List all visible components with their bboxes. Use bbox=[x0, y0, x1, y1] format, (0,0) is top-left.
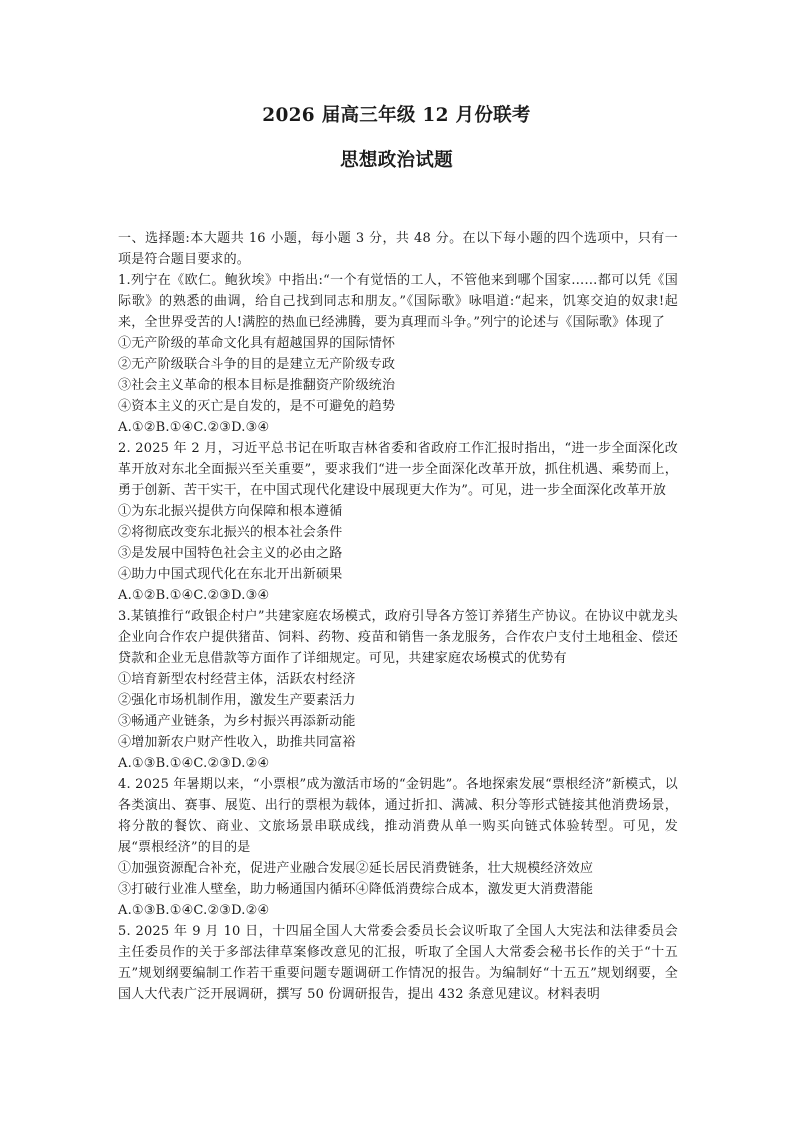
question-5-stem: 5. 2025 年 9 月 10 日，十四届全国人大常委会委员长会议听取了全国人大宪法和法律委员会主任委员作的关于多部法律草案修改意见的汇报，听取了全国人大常委会秘书长作的关于“十五五”规划纲要编制工作若干重要问题专题调研工作情况的报告。为编制好“十五五”规划纲要，全国人大代表广泛开展调研，撰写 50 份调研报告，提出 432 条意见建议。材料表明 bbox=[118, 924, 678, 1002]
question-4-stem: 4. 2025 年暑期以来，“小票根”成为激活市场的“金钥匙”。各地探索发展“票根经济”新模式，以各类演出、赛事、展览、出行的票根为载体，通过折扣、满减、积分等形式链接其他消费场景，将分散的餐饮、商业、文旅场景串联成线，推动消费从单一购买向链式体验转型。可见，发展“票根经济”的目的是 bbox=[118, 777, 678, 855]
question-1-option-3: ③社会主义革命的根本目标是推翻资产阶级统治 bbox=[118, 378, 396, 393]
question-2-option-1: ①为东北振兴提供方向保障和根本遵循 bbox=[118, 504, 343, 519]
question-4-answers: A.①③B.①④C.②③D.②④ bbox=[118, 903, 270, 918]
question-1-option-1: ①无产阶级的革命文化具有超越国界的国际情怀 bbox=[118, 336, 396, 351]
question-3-option-1: ①培育新型农村经营主体，活跃农村经济 bbox=[118, 672, 356, 687]
question-1-stem: 1.列宁在《欧仁。鲍狄埃》中指出:“一个有觉悟的工人，不管他来到哪个国家……都可以凭《国际歌》的熟悉的曲调，给自己找到同志和朋友。”《国际歌》咏唱道:“起来，饥寒交迫的奴隶!起来，全世界受苦的人!满腔的热血已经沸腾，要为真理而斗争。”列宁的论述与《国际歌》体现了 bbox=[118, 273, 678, 330]
question-3-option-3: ③畅通产业链条，为乡村振兴再添新动能 bbox=[118, 714, 356, 729]
question-4-options-line-2: ③打破行业准人壁垒，助力畅通国内循环④降低消费综合成本，激发更大消费潜能 bbox=[118, 882, 594, 897]
question-2-option-4: ④助力中国式现代化在东北开出新硕果 bbox=[118, 567, 343, 582]
question-2-option-3: ③是发展中国特色社会主义的必由之路 bbox=[118, 546, 343, 561]
question-3-stem: 3.某镇推行“政银企村户”共建家庭农场模式，政府引导各方签订养猪生产协议。在协议中就龙头企业向合作农户提供猪苗、饲料、药物、疫苗和销售一条龙服务，合作农户支付土地租金、偿还贷款和企业无息借款等方面作了详细规定。可见，共建家庭农场模式的优势有 bbox=[118, 609, 678, 666]
question-3-answers: A.①③B.①④C.②③D.②④ bbox=[118, 756, 270, 771]
exam-subtitle: 思想政治试题 bbox=[340, 150, 453, 171]
question-1-option-4: ④资本主义的灭亡是自发的，是不可避免的趋势 bbox=[118, 399, 396, 414]
question-3-option-4: ④增加新农户财产性收入，助推共同富裕 bbox=[118, 735, 356, 750]
section-instructions: 一、选择题:本大题共 16 小题，每小题 3 分，共 48 分。在以下每小题的四个选项中，只有一项是符合题目要求的。 bbox=[118, 231, 678, 267]
question-4-options-line-1: ①加强资源配合补充，促进产业融合发展②延长居民消费链条，壮大规模经济效应 bbox=[118, 861, 594, 876]
question-2-stem: 2. 2025 年 2 月，习近平总书记在听取吉林省委和省政府工作汇报时指出，“进一步全面深化改革开放对东北全面振兴至关重要”，要求我们“进一步全面深化改革开放，抓住机遇、乘势而上，勇于创新、苦干实干，在中国式现代化建设中展现更大作为”。可见，进一步全面深化改革开放 bbox=[118, 441, 678, 498]
question-section bbox=[118, 228, 678, 1005]
question-1-option-2: ②无产阶级联合斗争的目的是建立无产阶级专政 bbox=[118, 357, 396, 372]
question-2-option-2: ②将彻底改变东北振兴的根本社会条件 bbox=[118, 525, 343, 540]
question-1-answers: A.①②B.①④C.②③D.③④ bbox=[118, 420, 270, 435]
exam-title: 2026 届高三年级 12 月份联考 bbox=[262, 105, 531, 126]
question-3-option-2: ②强化市场机制作用，激发生产要素活力 bbox=[118, 693, 356, 708]
question-2-answers: A.①②B.①④C.②③D.③④ bbox=[118, 588, 270, 603]
